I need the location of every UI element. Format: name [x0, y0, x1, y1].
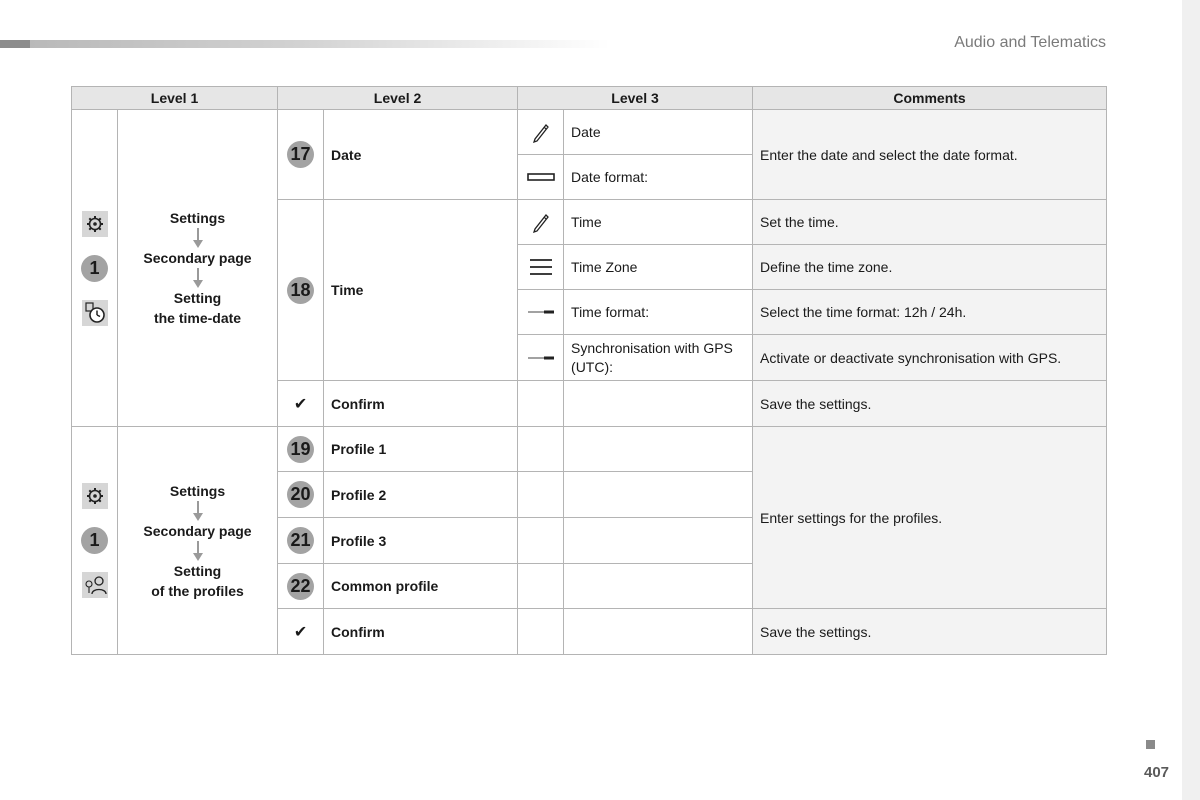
- toggle-line-icon: [518, 354, 563, 362]
- path-secondary-page: Secondary page: [143, 522, 252, 539]
- page-header-title: Audio and Telematics: [954, 34, 1106, 51]
- profiles-icon: [82, 572, 108, 598]
- pencil-icon: [518, 211, 563, 233]
- check-icon: ✔: [293, 395, 308, 413]
- level2-confirm-time: Confirm: [324, 381, 518, 427]
- empty-cell: [564, 427, 753, 472]
- time-edit-icon-cell: [518, 200, 564, 245]
- arrow-down-icon: [193, 268, 203, 288]
- rectangle-icon: [518, 172, 563, 182]
- profile-badge-cell: [278, 518, 324, 564]
- level1-path-time: [118, 110, 278, 427]
- confirm-icon-cell: [278, 609, 324, 655]
- comment-date: Enter the date and select the date format.: [753, 110, 1107, 200]
- table-header-row: [72, 87, 1107, 110]
- comment-gps-sync: Activate or deactivate synchronisation with GPS.: [753, 335, 1107, 381]
- level2-common-profile: Common profile: [324, 564, 518, 609]
- empty-cell: [518, 472, 564, 518]
- badge-18: 18: [287, 277, 314, 304]
- comment-profiles: Enter settings for the profiles.: [753, 427, 1107, 609]
- profile-badge-cell: [278, 427, 324, 472]
- path-setting: Setting: [173, 290, 222, 306]
- header-decorative-bar: [0, 40, 610, 48]
- empty-cell: [564, 472, 753, 518]
- header-level-3: Level 3: [518, 87, 753, 110]
- level3-time: Time: [564, 200, 753, 245]
- arrow-down-icon: [193, 228, 203, 248]
- level2-time: Time: [324, 200, 518, 381]
- level3-gps-sync: Synchronisation with GPS (UTC):: [564, 335, 753, 381]
- path-secondary-page: Secondary page: [143, 250, 252, 266]
- profile-badge-cell: [278, 564, 324, 609]
- empty-cell: [564, 381, 753, 427]
- level3-date-format: Date format:: [564, 155, 753, 200]
- level3-time-format: Time format:: [564, 290, 753, 335]
- time-zone-icon-cell: [518, 245, 564, 290]
- badge-21: 21: [287, 527, 314, 554]
- badge-22: 22: [287, 573, 314, 600]
- level1-badge: 1: [81, 527, 108, 554]
- level2-profile-1: Profile 1: [324, 427, 518, 472]
- clock-calendar-icon: [82, 300, 108, 326]
- date-edit-icon-cell: [518, 110, 564, 155]
- path-setting: Setting: [173, 562, 222, 579]
- gps-sync-icon-cell: [518, 335, 564, 381]
- header-comments: Comments: [753, 87, 1107, 110]
- comment-confirm-time: Save the settings.: [753, 381, 1107, 427]
- empty-cell: [518, 381, 564, 427]
- comment-time-zone: Define the time zone.: [753, 245, 1107, 290]
- time-badge-cell: [278, 200, 324, 381]
- confirm-icon-cell: [278, 381, 324, 427]
- comment-time-format: Select the time format: 12h / 24h.: [753, 290, 1107, 335]
- empty-cell: [564, 518, 753, 564]
- empty-cell: [518, 518, 564, 564]
- gear-icon: [82, 211, 108, 237]
- empty-cell: [518, 564, 564, 609]
- comment-time: Set the time.: [753, 200, 1107, 245]
- page-number: 407: [1144, 764, 1170, 781]
- arrow-down-icon: [193, 501, 203, 521]
- page-edge-strip: [1182, 0, 1200, 800]
- header-level-2: Level 2: [278, 87, 518, 110]
- table-row: [72, 427, 1107, 472]
- date-badge-cell: [278, 110, 324, 200]
- level1-icons-time: [72, 110, 118, 427]
- path-of-the-profiles: of the profiles: [151, 582, 244, 599]
- gear-icon: [82, 483, 108, 509]
- level1-badge: 1: [81, 255, 108, 282]
- empty-cell: [518, 427, 564, 472]
- empty-cell: [564, 564, 753, 609]
- list-lines-icon: [518, 258, 563, 276]
- check-icon: ✔: [293, 623, 308, 641]
- path-settings: Settings: [169, 482, 226, 499]
- empty-cell: [518, 609, 564, 655]
- level1-icons-profiles: [72, 427, 118, 655]
- level2-confirm-profiles: Confirm: [324, 609, 518, 655]
- header-level-1: Level 1: [72, 87, 278, 110]
- path-time-date: the time-date: [153, 310, 242, 326]
- page-marker: [1146, 740, 1155, 749]
- badge-17: 17: [287, 141, 314, 168]
- level1-path-profiles: [118, 427, 278, 655]
- settings-table: [71, 86, 1107, 655]
- badge-20: 20: [287, 481, 314, 508]
- level3-time-zone: Time Zone: [564, 245, 753, 290]
- date-format-icon-cell: [518, 155, 564, 200]
- toggle-line-icon: [518, 308, 563, 316]
- path-settings: Settings: [169, 210, 226, 226]
- profile-badge-cell: [278, 472, 324, 518]
- comment-confirm-profiles: Save the settings.: [753, 609, 1107, 655]
- arrow-down-icon: [193, 541, 203, 561]
- level2-date: Date: [324, 110, 518, 200]
- level2-profile-3: Profile 3: [324, 518, 518, 564]
- empty-cell: [564, 609, 753, 655]
- table-row: [72, 110, 1107, 155]
- time-format-icon-cell: [518, 290, 564, 335]
- pencil-icon: [518, 121, 563, 143]
- level3-date: Date: [564, 110, 753, 155]
- level2-profile-2: Profile 2: [324, 472, 518, 518]
- badge-19: 19: [287, 436, 314, 463]
